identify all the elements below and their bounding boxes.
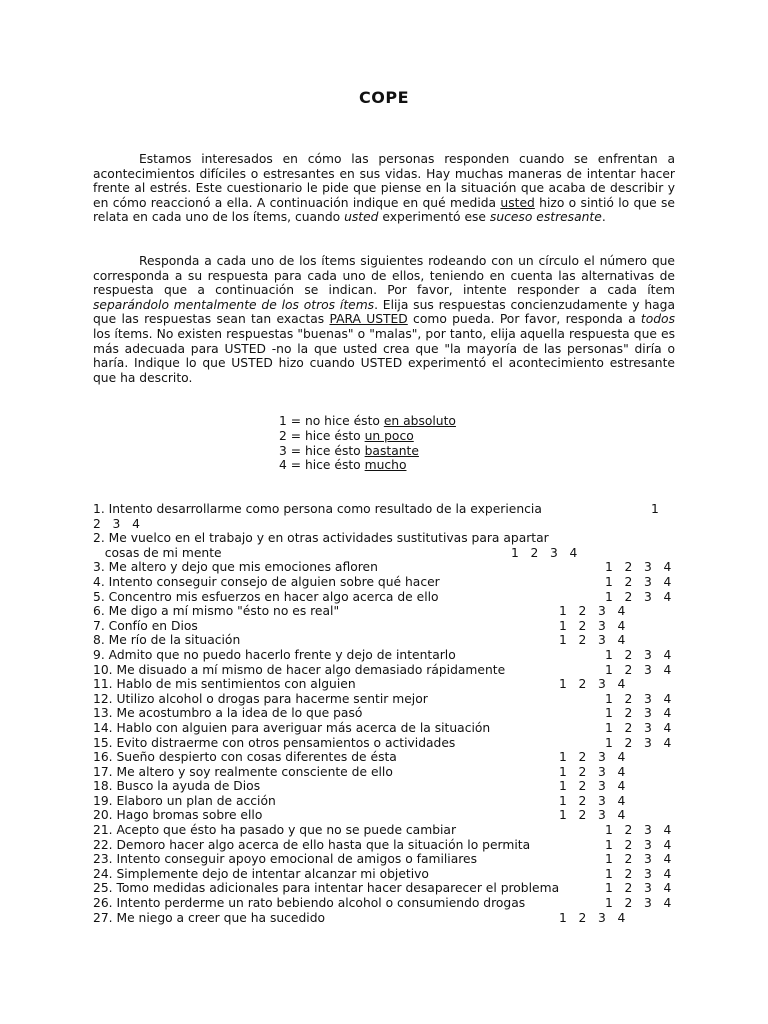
response-options <box>605 881 683 896</box>
response-option[interactable]: 1 <box>559 750 567 765</box>
item-text: 3. Me altero y dejo que mis emociones afloren <box>93 560 378 575</box>
response-option[interactable]: 2 <box>578 808 587 823</box>
item-text: 19. Elaboro un plan de acción <box>93 793 276 808</box>
response-option[interactable]: 4 <box>663 852 672 867</box>
response-option[interactable]: 2 <box>578 764 587 779</box>
questionnaire-item <box>93 750 693 765</box>
p2-text-b: . Elija sus respuestas concienzudamente y haga que las respuestas sean tan exactas <box>93 297 675 327</box>
p1-italic-1: usted <box>344 210 379 225</box>
response-option[interactable]: 3 <box>598 750 606 765</box>
response-option[interactable]: 3 <box>644 837 652 852</box>
response-option[interactable]: 2 <box>624 823 633 838</box>
response-options <box>559 633 637 648</box>
questionnaire-item <box>93 619 693 634</box>
response-option[interactable]: 1 <box>559 793 567 808</box>
item-text: 4. Intento conseguir consejo de alguien sobre qué hacer <box>93 574 440 589</box>
p2-underline: PARA USTED <box>329 312 408 327</box>
questionnaire-item <box>93 633 693 648</box>
intro-paragraph-2 <box>93 254 675 385</box>
item-text: 17. Me altero y soy realmente consciente de ello <box>93 764 393 779</box>
scale-item: 4 = hice ésto mucho <box>279 458 407 473</box>
questionnaire-item-continuation <box>93 546 693 561</box>
response-options <box>605 823 683 838</box>
item-text: 9. Admito que no puedo hacerlo frente y dejo de intentarlo <box>93 647 456 662</box>
item-text: 5. Concentro mis esfuerzos en hacer algo acerca de ello <box>93 589 439 604</box>
questionnaire-item <box>93 531 693 546</box>
item-text: 18. Busco la ayuda de Dios <box>93 779 261 794</box>
response-options <box>605 590 683 605</box>
questionnaire-item <box>93 604 693 619</box>
p1-text-a: Estamos interesados en cómo las personas responden cuando se enfrentan a acontecimientos difíciles o estresantes en sus vidas. Hay muchas maneras de intentar hacer frente al estrés. Este cuestionario le pide que piense en la situación que acaba de describir y en cómo reaccionó a ella. A continuación indique en qué medida <box>93 152 675 210</box>
response-option[interactable]: 2 <box>624 691 633 706</box>
questionnaire-item <box>93 779 693 794</box>
response-option[interactable]: 4 <box>663 647 672 662</box>
response-option[interactable]: 4 <box>617 750 626 765</box>
response-option[interactable]: 1 <box>605 735 613 750</box>
scale-item: 2 = hice ésto un poco <box>279 428 414 443</box>
response-option[interactable]: 2 <box>624 706 633 721</box>
item-text: 20. Hago bromas sobre ello <box>93 808 263 823</box>
intro-paragraph-1 <box>93 152 675 225</box>
questionnaire-item <box>93 677 693 692</box>
questionnaire-item <box>93 692 693 707</box>
response-option[interactable]: 2 <box>578 604 587 619</box>
response-option[interactable]: 1 <box>605 866 613 881</box>
response-options <box>605 852 683 867</box>
response-option[interactable]: 2 <box>578 793 587 808</box>
response-option[interactable]: 4 <box>663 837 672 852</box>
response-options <box>559 911 637 926</box>
p2-text-a: Responda a cada uno de los ítems siguientes rodeando con un círculo el número que corresponda a su respuesta para cada uno de ellos, teniendo en cuenta las alternativas de respuesta que a continuación se indican. Por favor, intente responder a cada ítem <box>93 254 675 298</box>
response-option[interactable]: 3 <box>644 662 652 677</box>
p2-text-d: los ítems. No existen respuestas "buenas" o "malas", por tanto, elija aquella respuesta que es más adecuada para USTED -no la que usted crea que "la mayoría de las personas" diría o haría. Indique lo que USTED hizo cuando USTED experimentó el acontecimiento estresante que ha descrito. <box>93 326 675 385</box>
response-options <box>605 706 683 721</box>
item-text: 22. Demoro hacer algo acerca de ello hasta que la situación lo permita <box>93 837 531 852</box>
response-options <box>605 721 683 736</box>
response-option[interactable]: 4 <box>663 706 672 721</box>
response-option[interactable]: 1 <box>605 823 613 838</box>
response-option[interactable]: 2 <box>624 866 633 881</box>
questionnaire-item <box>93 838 693 853</box>
response-option[interactable]: 1 <box>605 647 613 662</box>
questionnaire-item <box>93 808 693 823</box>
response-option[interactable]: 4 <box>617 633 626 648</box>
response-option[interactable]: 4 <box>663 574 672 589</box>
response-option[interactable]: 3 <box>644 720 652 735</box>
questionnaire-item <box>93 560 693 575</box>
response-option[interactable]: 2 <box>624 647 633 662</box>
response-option[interactable]: 1 <box>559 779 567 794</box>
response-option[interactable]: 3 <box>644 647 652 662</box>
p1-text-c: experimentó ese <box>378 210 490 225</box>
response-option[interactable]: 1 <box>605 837 613 852</box>
questionnaire-item <box>93 721 693 736</box>
questionnaire-item <box>93 867 693 882</box>
response-option[interactable]: 4 <box>663 720 672 735</box>
response-options <box>605 648 683 663</box>
response-option[interactable]: 3 <box>644 706 652 721</box>
response-option[interactable]: 1 <box>651 502 659 516</box>
p2-italic-1: separándolo mentalmente de los otros ítems <box>93 297 375 312</box>
response-options <box>605 896 683 911</box>
response-option[interactable]: 3 <box>644 691 652 706</box>
response-option[interactable]: 2 <box>624 735 633 750</box>
response-option[interactable]: 4 <box>663 691 672 706</box>
response-option[interactable]: 2 <box>624 560 633 575</box>
response-options <box>559 604 637 619</box>
response-option[interactable]: 1 <box>559 764 567 779</box>
response-option[interactable]: 4 <box>663 896 672 911</box>
response-option[interactable]: 2 <box>530 545 539 560</box>
response-option[interactable]: 2 <box>578 750 587 765</box>
questionnaire-item <box>93 575 693 590</box>
item-text: 15. Evito distraerme con otros pensamientos o actividades <box>93 735 456 750</box>
response-options <box>605 838 683 853</box>
response-option[interactable]: 1 <box>605 852 613 867</box>
questionnaire-item <box>93 896 693 911</box>
response-option[interactable]: 3 <box>598 764 606 779</box>
response-option[interactable]: 3 <box>598 910 606 925</box>
response-option[interactable]: 3 <box>598 618 606 633</box>
response-option[interactable]: 3 <box>644 574 652 589</box>
questionnaire-items <box>93 502 693 925</box>
response-options <box>559 794 637 809</box>
response-options <box>559 808 637 823</box>
p2-text-c: como pueda. Por favor, responda a <box>407 312 641 327</box>
response-option[interactable]: 4 <box>663 735 672 750</box>
response-options <box>605 736 683 751</box>
item-text: 1. Intento desarrollarme como persona como resultado de la experiencia <box>93 502 542 516</box>
response-option[interactable]: 3 <box>644 881 652 896</box>
response-options <box>605 692 683 707</box>
response-option[interactable]: 4 <box>663 823 672 838</box>
item-text: 21. Acepto que ésto ha pasado y que no se puede cambiar <box>93 823 457 838</box>
response-option[interactable]: 2 <box>624 662 633 677</box>
response-option[interactable]: 1 <box>605 720 613 735</box>
response-option[interactable]: 3 <box>598 793 606 808</box>
response-option[interactable]: 3 <box>598 604 606 619</box>
response-option[interactable]: 1 <box>559 633 567 648</box>
response-option[interactable]: 3 <box>644 823 652 838</box>
response-options <box>605 867 683 882</box>
item-text: 26. Intento perderme un rato bebiendo alcohol o consumiendo drogas <box>93 896 526 911</box>
item-text: 24. Simplemente dejo de intentar alcanzar mi objetivo <box>93 866 429 881</box>
response-option[interactable]: 4 <box>617 764 626 779</box>
item-text: 25. Tomo medidas adicionales para intentar hacer desaparecer el problema <box>93 881 560 896</box>
response-option[interactable]: 4 <box>617 808 626 823</box>
response-option[interactable]: 4 <box>617 618 626 633</box>
questionnaire-item <box>93 881 693 896</box>
item-text: 6. Me digo a mí mismo "ésto no es real" <box>93 604 340 619</box>
questionnaire-item <box>93 852 693 867</box>
response-option[interactable]: 2 <box>624 852 633 867</box>
response-option[interactable]: 3 <box>644 735 652 750</box>
response-option[interactable]: 3 <box>598 779 606 794</box>
response-option[interactable]: 2 <box>624 837 633 852</box>
questionnaire-item <box>93 794 693 809</box>
response-option[interactable]: 4 <box>663 589 672 604</box>
response-option[interactable]: 4 <box>617 677 626 692</box>
response-option[interactable]: 4 <box>569 545 578 560</box>
scale-item: 3 = hice ésto bastante <box>279 443 419 458</box>
response-options <box>605 560 683 575</box>
response-option[interactable]: 4 <box>617 604 626 619</box>
questionnaire-item-continuation <box>93 517 693 532</box>
response-option[interactable]: 1 <box>605 662 613 677</box>
response-option[interactable]: 1 <box>559 808 567 823</box>
response-option[interactable]: 3 <box>644 852 652 867</box>
response-option[interactable]: 4 <box>617 779 626 794</box>
item-text: 12. Utilizo alcohol o drogas para hacerme sentir mejor <box>93 691 428 706</box>
response-option[interactable]: 2 <box>578 910 587 925</box>
questionnaire-item <box>93 706 693 721</box>
response-option[interactable]: 3 <box>644 866 652 881</box>
item-text-continuation: cosas de mi mente <box>93 545 222 560</box>
item-text: 10. Me disuado a mí mismo de hacer algo demasiado rápidamente <box>93 662 506 677</box>
response-option[interactable]: 1 <box>511 545 519 560</box>
response-option[interactable]: 3 <box>550 545 558 560</box>
questionnaire-item <box>93 663 693 678</box>
item-text: 27. Me niego a creer que ha sucedido <box>93 910 326 925</box>
response-option[interactable]: 2 <box>624 881 633 896</box>
response-option[interactable]: 4 <box>617 910 626 925</box>
item-text: 11. Hablo de mis sentimientos con alguien <box>93 677 356 692</box>
response-option[interactable]: 3 <box>644 896 652 911</box>
questionnaire-item <box>93 911 693 926</box>
p1-underline: usted <box>500 195 535 210</box>
questionnaire-item <box>93 502 693 517</box>
item-text: 14. Hablo con alguien para averiguar más acerca de la situación <box>93 720 491 735</box>
response-options <box>605 575 683 590</box>
p2-italic-2: todos <box>640 312 675 327</box>
response-option[interactable]: 1 <box>605 560 613 575</box>
response-option[interactable]: 2 <box>624 574 633 589</box>
response-options <box>559 765 637 780</box>
p1-italic-2: suceso estresante <box>489 210 602 225</box>
item-text: 2. Me vuelco en el trabajo y en otras actividades sustitutivas para apartar <box>93 531 549 546</box>
questionnaire-item <box>93 736 693 751</box>
response-option[interactable]: 1 <box>559 677 567 692</box>
item-text: 13. Me acostumbro a la idea de lo que pasó <box>93 706 363 721</box>
response-option[interactable]: 3 <box>598 633 606 648</box>
page-title: COPE <box>359 88 409 107</box>
item-text: 23. Intento conseguir apoyo emocional de amigos o familiares <box>93 852 478 867</box>
response-option[interactable]: 1 <box>559 618 567 633</box>
response-options <box>559 750 637 765</box>
response-option[interactable]: 4 <box>663 881 672 896</box>
questionnaire-item <box>93 823 693 838</box>
item-text: 7. Confío en Dios <box>93 618 198 633</box>
response-option[interactable]: 2 <box>624 589 633 604</box>
response-option[interactable]: 1 <box>605 691 613 706</box>
response-option[interactable]: 3 <box>644 589 652 604</box>
response-option[interactable]: 2 <box>624 896 633 911</box>
response-option[interactable]: 4 <box>617 793 626 808</box>
response-option[interactable]: 2 <box>578 633 587 648</box>
response-option[interactable]: 2 <box>578 618 587 633</box>
response-option[interactable]: 2 <box>624 720 633 735</box>
questionnaire-item <box>93 590 693 605</box>
scale-item: 1 = no hice ésto en absoluto <box>279 414 456 428</box>
response-option[interactable]: 2 <box>578 677 587 692</box>
response-option[interactable]: 2 <box>578 779 587 794</box>
response-scale <box>279 414 456 473</box>
response-option[interactable]: 1 <box>559 604 567 619</box>
response-option[interactable]: 4 <box>663 560 672 575</box>
response-options[interactable]: 2 3 4 <box>93 516 140 531</box>
response-option[interactable]: 3 <box>644 560 652 575</box>
p1-text-d: . <box>601 210 606 225</box>
p1-text-b: hizo o sintió lo que se relata en cada uno de los ítems, cuando <box>93 195 675 225</box>
response-option[interactable]: 3 <box>598 808 606 823</box>
item-text: 8. Me río de la situación <box>93 633 241 648</box>
response-options <box>559 619 637 634</box>
response-option[interactable]: 3 <box>598 677 606 692</box>
response-option[interactable]: 4 <box>663 866 672 881</box>
questionnaire-item <box>93 765 693 780</box>
response-options <box>605 663 683 678</box>
item-text: 16. Sueño despierto con cosas diferentes de ésta <box>93 750 397 765</box>
response-option[interactable]: 1 <box>559 910 567 925</box>
response-option[interactable]: 4 <box>663 662 672 677</box>
questionnaire-item <box>93 648 693 663</box>
response-options <box>559 779 637 794</box>
response-option[interactable]: 1 <box>605 896 613 911</box>
response-options <box>559 677 637 692</box>
response-option[interactable]: 1 <box>605 706 613 721</box>
response-options <box>511 546 589 561</box>
response-option[interactable]: 1 <box>605 574 613 589</box>
response-option[interactable]: 1 <box>605 881 613 896</box>
response-option[interactable]: 1 <box>605 589 613 604</box>
